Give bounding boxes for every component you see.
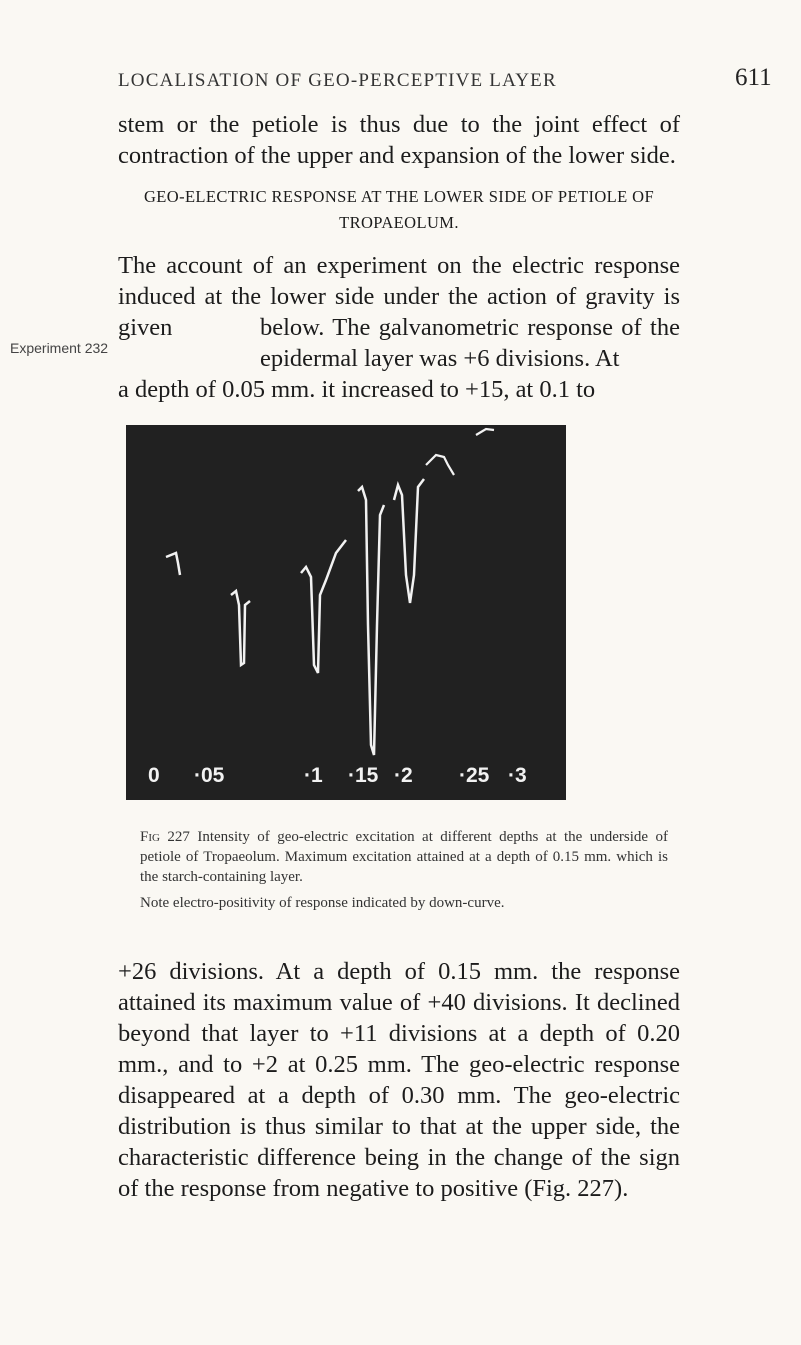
paragraph-experiment-part2: below. The galvanometric response of the epidermal layer was +6 divisions. At bbox=[260, 314, 680, 372]
depth-label-1: ·1 bbox=[304, 764, 323, 787]
figure-caption-note: Note electro-positivity of response indicated by down-curve. bbox=[140, 895, 505, 911]
caption-label: Fig 227 bbox=[140, 829, 190, 845]
figure-227-photo bbox=[126, 425, 566, 800]
margin-note-experiment: Experiment 232 bbox=[10, 340, 109, 356]
depth-label-05: ·05 bbox=[194, 764, 225, 787]
section-heading: GEO-ELECTRIC RESPONSE AT THE LOWER SIDE OF PETIOLE OF TROPAEOLUM. bbox=[143, 187, 655, 232]
response-traces bbox=[126, 425, 566, 800]
running-title: LOCALISATION OF GEO-PERCEPTIVE LAYER bbox=[118, 70, 557, 91]
paragraph-experiment-part3: a depth of 0.05 mm. it increased to +15, at 0.1 to bbox=[118, 376, 596, 403]
paragraph-bottom: +26 divisions. At a depth of 0.15 mm. the response attained its maximum value of +40 divisions. It declined beyond that layer to +11 divisions at a depth of 0.20 mm., and to +2 at 0.25 mm. The geo-electric response disappeared at a depth of 0.30 mm. The geo-electric distribution is thus similar to that at the upper side, the characteristic difference being in the change of the sign of the response from negative to positive (Fig. 227). bbox=[118, 958, 680, 1202]
caption-text: Intensity of geo-electric excitation at different depths at the underside of petiole of Tropaeolum. Maximum excitation attained at a depth of 0.15 mm. which is the starch-containing layer. bbox=[140, 829, 669, 885]
depth-label-3: ·3 bbox=[508, 764, 527, 787]
paragraph-experiment-part1: The account of an experiment on the electric response induced at the lower side under the action of gravity is given bbox=[118, 252, 680, 341]
depth-label-15: ·15 bbox=[348, 764, 379, 787]
depth-label-0: 0 bbox=[148, 764, 160, 787]
page-number: 611 bbox=[735, 64, 772, 91]
figure-caption bbox=[140, 827, 668, 887]
depth-label-2: ·2 bbox=[394, 764, 413, 787]
depth-label-25: ·25 bbox=[459, 764, 490, 787]
page-header bbox=[0, 64, 801, 104]
paragraph-top: stem or the petiole is thus due to the joint effect of contraction of the upper and expansion of the lower side. bbox=[118, 111, 680, 169]
